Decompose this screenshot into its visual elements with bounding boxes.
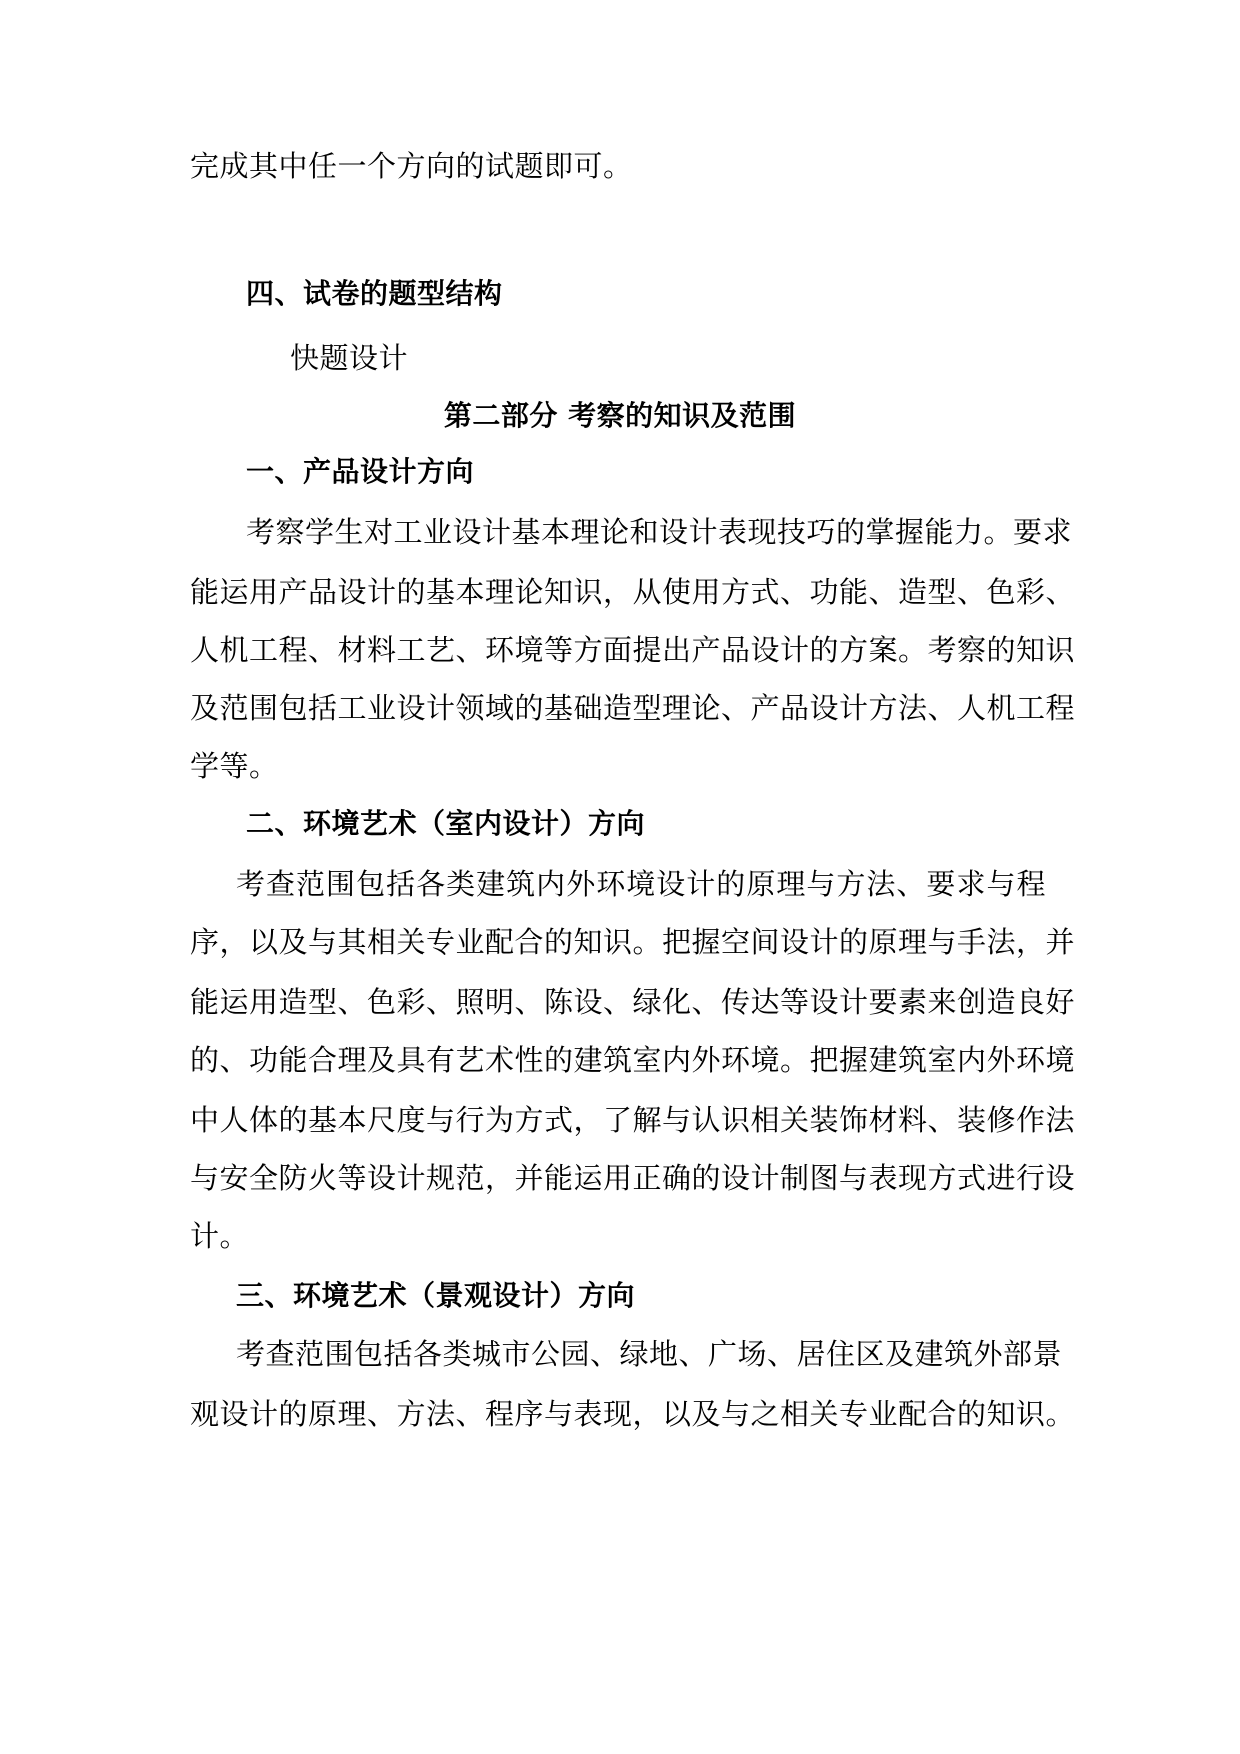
section-heading-interior-design: 二、环境艺术（室内设计）方向 [246, 807, 646, 840]
paragraph-line: 及范围包括工业设计领域的基础造型理论、产品设计方法、人机工程 [190, 691, 1076, 725]
paragraph-line: 人机工程、材料工艺、环境等方面提出产品设计的方案。考察的知识 [190, 633, 1076, 667]
paragraph-line: 能运用造型、色彩、照明、陈设、绿化、传达等设计要素来创造良好 [190, 985, 1076, 1019]
paragraph-line: 考察学生对工业设计基本理论和设计表现技巧的掌握能力。要求 [246, 515, 1073, 549]
section-heading-exam-structure: 四、试卷的题型结构 [246, 277, 503, 310]
paragraph-line: 观设计的原理、方法、程序与表现，以及与之相关专业配合的知识。 [190, 1397, 1076, 1431]
text-line: 快题设计 [290, 341, 409, 375]
paragraph-line: 考查范围包括各类建筑内外环境设计的原理与方法、要求与程 [236, 867, 1046, 901]
paragraph-line: 序，以及与其相关专业配合的知识。把握空间设计的原理与手法，并 [190, 925, 1076, 959]
paragraph-line: 能运用产品设计的基本理论知识，从使用方式、功能、造型、色彩、 [190, 575, 1076, 609]
paragraph-line: 与安全防火等设计规范，并能运用正确的设计制图与表现方式进行设 [190, 1161, 1076, 1195]
text-line: 完成其中任一个方向的试题即可。 [190, 149, 633, 183]
section-heading-landscape-design: 三、环境艺术（景观设计）方向 [236, 1279, 636, 1312]
paragraph-line: 中人体的基本尺度与行为方式，了解与认识相关装饰材料、装修作法 [190, 1103, 1076, 1137]
section-heading-product-design: 一、产品设计方向 [246, 455, 475, 488]
paragraph-line: 学等。 [190, 749, 279, 783]
paragraph-line: 考查范围包括各类城市公园、绿地、广场、居住区及建筑外部景 [236, 1337, 1063, 1371]
paragraph-line: 的、功能合理及具有艺术性的建筑室内外环境。把握建筑室内外环境 [190, 1043, 1076, 1077]
part-title: 第二部分 考察的知识及范围 [443, 399, 797, 432]
paragraph-line: 计。 [190, 1219, 250, 1253]
